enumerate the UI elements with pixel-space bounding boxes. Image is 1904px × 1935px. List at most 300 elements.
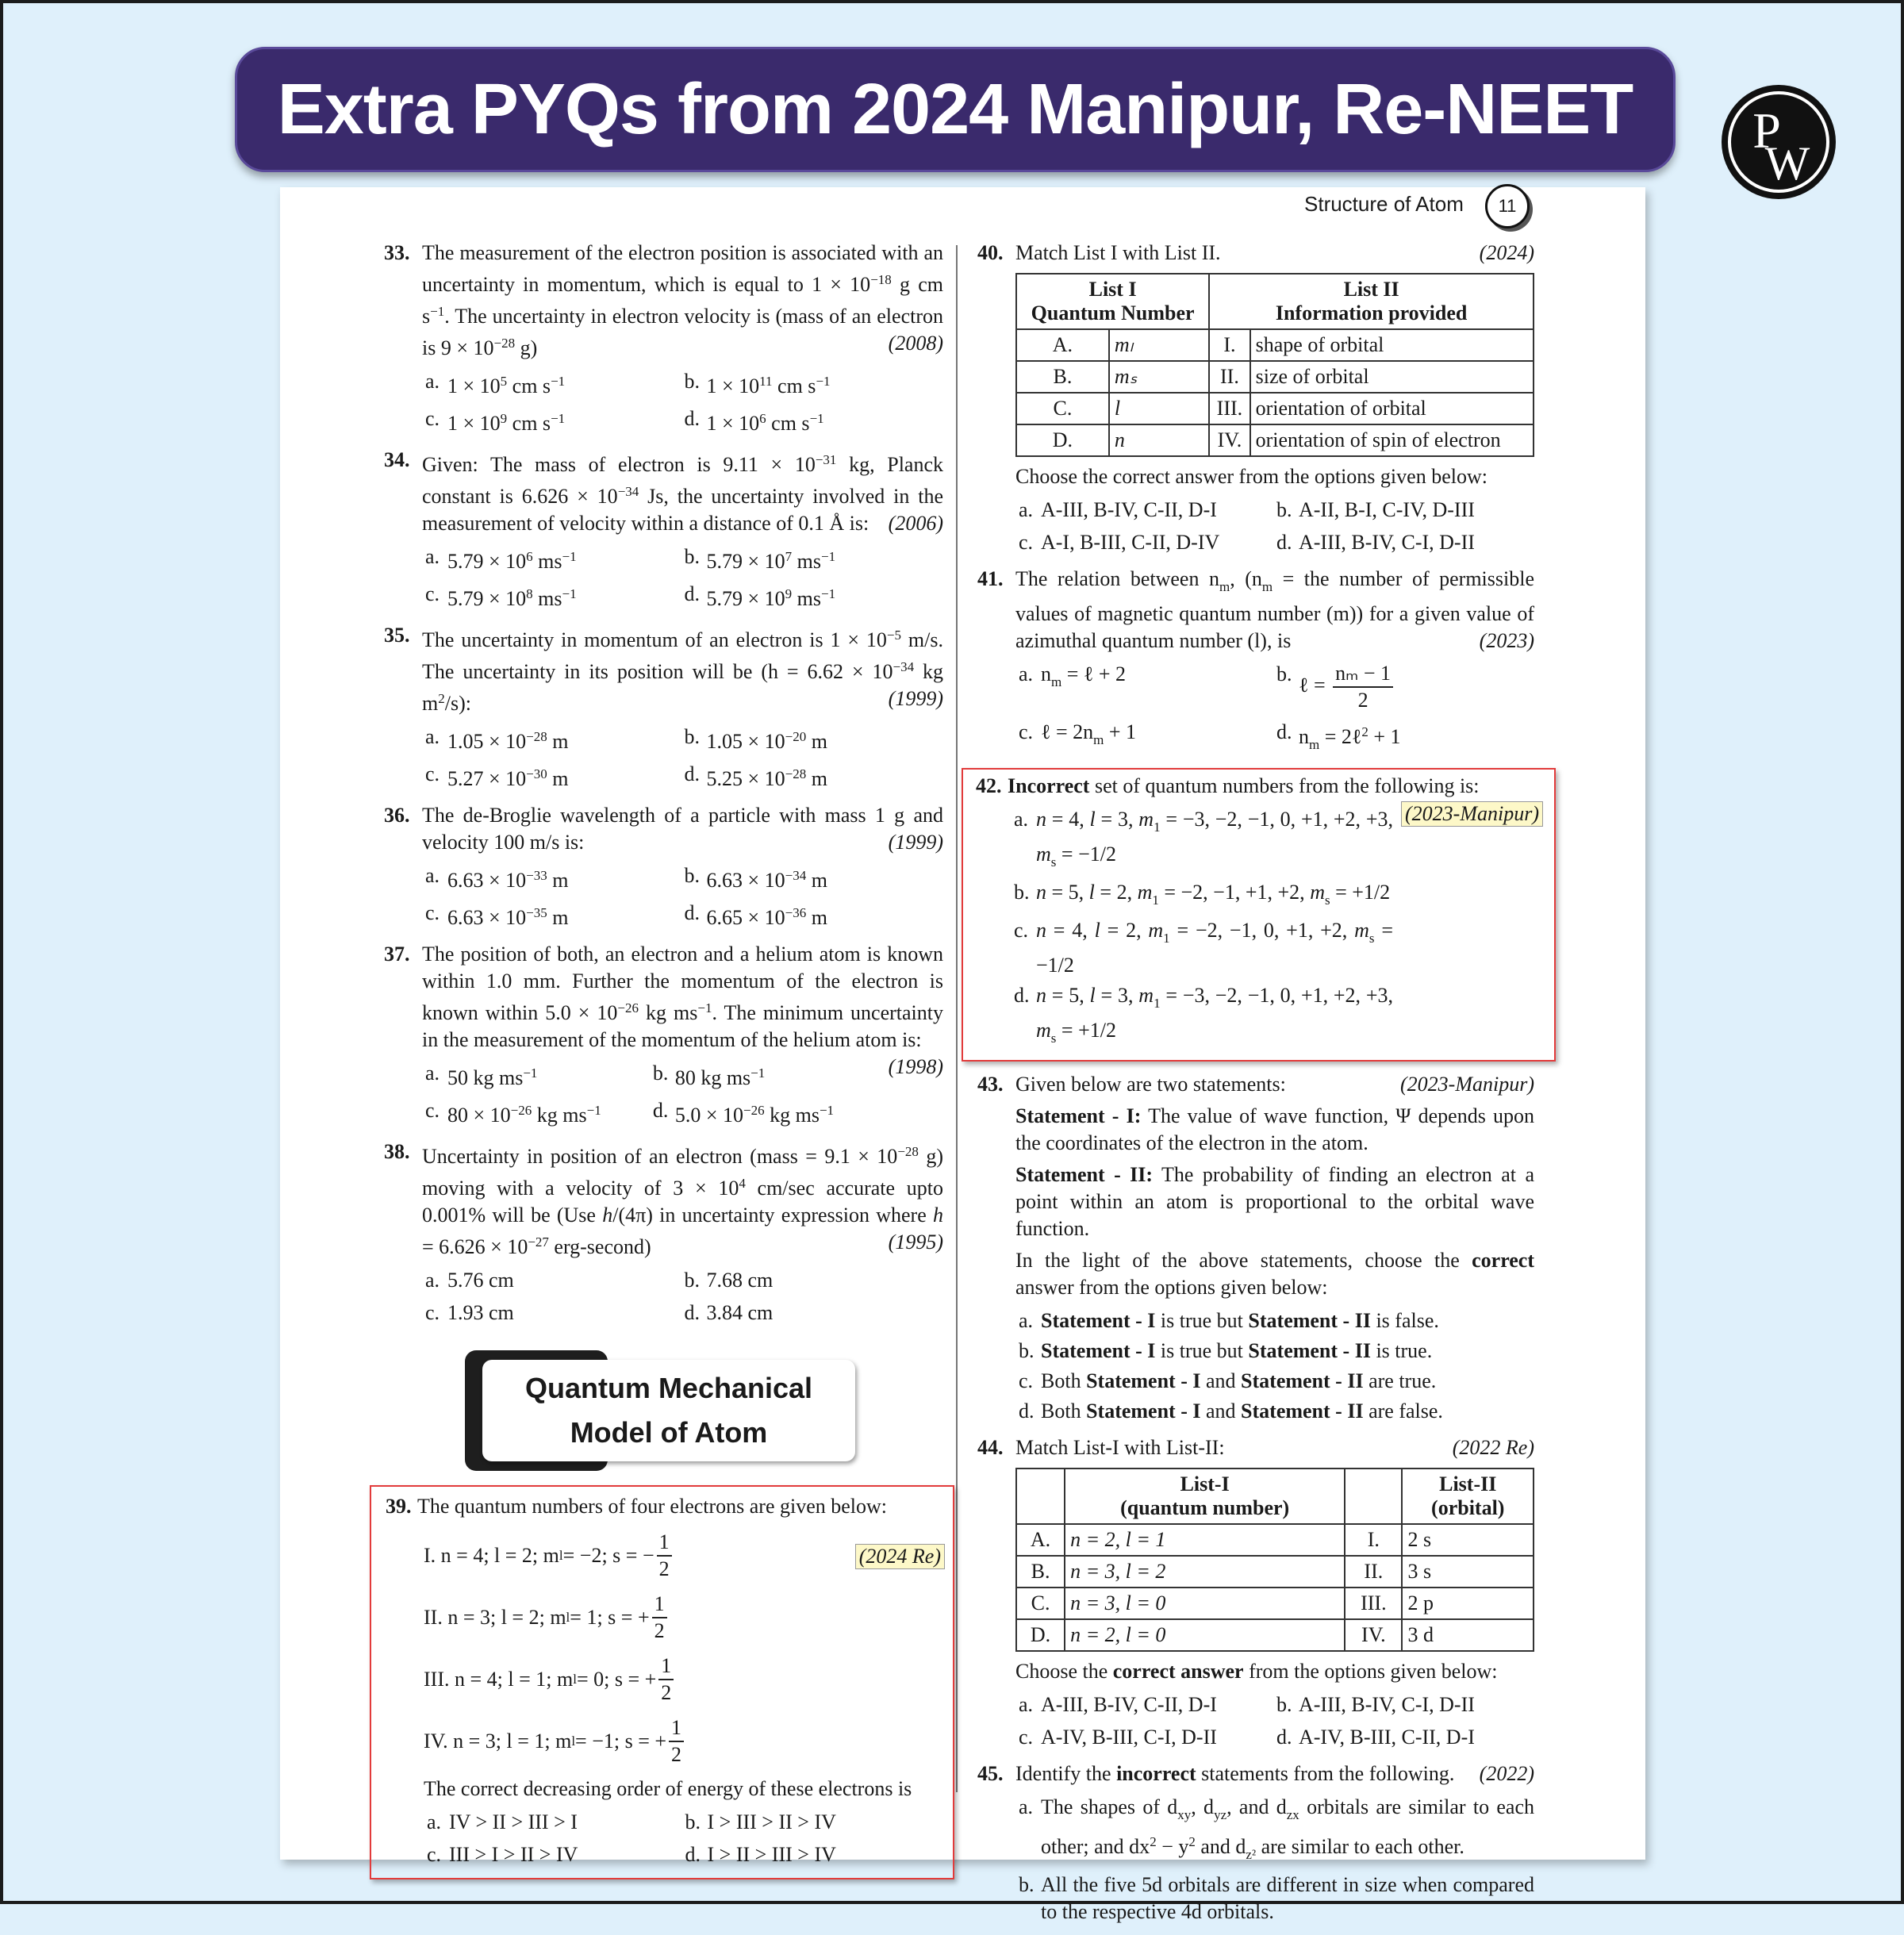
option-label: b. [685, 1810, 701, 1833]
fraction [658, 1653, 674, 1706]
option-text: A-IV, B-III, C-I, D-II [1041, 1726, 1217, 1749]
option-text [1041, 1338, 1534, 1365]
text-segment: m [1354, 919, 1369, 942]
text-segment: 50 kg ms [447, 1066, 524, 1089]
text-segment: 1 × 10 [706, 412, 760, 435]
option-label: a. [425, 545, 440, 568]
text-segment: m [806, 869, 827, 892]
text-segment: , and d [1226, 1795, 1287, 1818]
text-segment: n [1036, 919, 1046, 942]
question-stem [384, 447, 943, 537]
option-c[interactable] [427, 1841, 685, 1868]
text-segment: I. n = 4; l = 2; m [424, 1544, 559, 1567]
option-label: c. [425, 582, 440, 605]
fraction-numerator: 1 [658, 1653, 674, 1680]
question-year: (1995) [888, 1230, 943, 1254]
text-segment: l [1089, 984, 1096, 1007]
table-cell: D. [1016, 1619, 1065, 1651]
text-segment: Statement - I: [1015, 1104, 1142, 1127]
question-text [1008, 774, 1480, 797]
option-c[interactable] [425, 405, 685, 437]
fraction-denominator: 2 [1357, 689, 1368, 712]
text-segment: Statement - I [1086, 1399, 1201, 1422]
text-segment: −26 [743, 1103, 765, 1118]
text-segment: = +1/2 [1330, 881, 1391, 904]
table-cell: 2 p [1402, 1588, 1534, 1619]
page-number: 11 [1485, 184, 1530, 228]
option-b[interactable] [653, 1060, 881, 1092]
option-b[interactable] [685, 724, 944, 755]
question-43 [977, 1071, 1534, 1425]
option-label: d. [1019, 1399, 1035, 1422]
table-cell: IV. [1209, 424, 1250, 456]
text-segment: In the light of the above statements, choose the [1015, 1249, 1472, 1272]
question-stem [384, 622, 943, 717]
option-label: a. [427, 1810, 442, 1833]
option-b[interactable] [1019, 1872, 1534, 1925]
text-segment: s [1050, 1031, 1057, 1046]
option-d[interactable] [1276, 719, 1534, 758]
text-segment: m [806, 730, 827, 753]
question-44 [977, 1434, 1534, 1751]
question-instruction: Choose the correct answer from the options given below: [1015, 465, 1488, 488]
option-d[interactable] [1276, 529, 1534, 556]
text-segment: m [1309, 737, 1320, 752]
text-segment: The value of wave function, Ψ depends upon the coordinates of the electron in the atom. [1015, 1104, 1535, 1154]
option-text [1036, 806, 1393, 876]
table-header: List-II (orbital) [1402, 1469, 1534, 1524]
option-c[interactable] [425, 1300, 685, 1326]
text-segment: s [1050, 854, 1057, 870]
option-label: b. [652, 1062, 669, 1085]
match-table [1015, 1468, 1534, 1652]
text-segment: The probability of finding an electron at a point within an atom is proportional to the orbital wave function. [1015, 1163, 1534, 1240]
text-segment: 6.63 × 10 [706, 869, 785, 892]
answer-options [384, 368, 943, 437]
question-year: (2022 Re) [1452, 1436, 1534, 1459]
text-segment: m [806, 767, 827, 790]
option-d[interactable] [653, 1097, 881, 1129]
answer-options [386, 1809, 943, 1868]
option-c[interactable] [1019, 1724, 1276, 1751]
option-text [1041, 1794, 1534, 1868]
text-segment: 11 [759, 374, 773, 389]
option-a[interactable] [1019, 1794, 1534, 1868]
question-number: 40. [977, 241, 1004, 264]
option-d[interactable] [685, 581, 944, 612]
text-segment: −28 [785, 766, 807, 781]
option-label: b. [684, 545, 700, 568]
text-segment: m [547, 767, 569, 790]
text-segment: −27 [528, 1234, 549, 1250]
text-segment: cm/sec accurate upto 0.001% will be (Use [422, 1177, 943, 1227]
option-label: c. [425, 762, 440, 785]
section-heading-box [482, 1360, 855, 1461]
option-a[interactable] [1014, 806, 1393, 876]
text-segment: 5.79 × 10 [447, 550, 527, 573]
option-a[interactable] [1019, 497, 1276, 524]
table-cell: n = 3, l = 0 [1065, 1588, 1345, 1619]
text-segment: 5.27 × 10 [447, 767, 527, 790]
table-cell: orientation of orbital [1250, 393, 1534, 424]
option-a[interactable] [425, 862, 685, 894]
text-segment: kg ms [639, 1001, 698, 1024]
text-segment: −33 [526, 868, 547, 883]
table-header [1016, 1469, 1065, 1524]
text-segment: = −2; s = − [562, 1544, 654, 1567]
option-b[interactable] [1276, 497, 1534, 524]
text-segment: s [1368, 931, 1375, 946]
match-table [1015, 273, 1534, 457]
text-segment: g) moving with a velocity of 3 × 10 [422, 1145, 943, 1200]
option-text [447, 724, 685, 755]
question-number: 44. [977, 1436, 1004, 1459]
fraction [669, 1715, 684, 1768]
text-segment: = 5, [1046, 984, 1090, 1007]
option-text [675, 1060, 881, 1092]
text-segment: l [559, 1548, 563, 1563]
text-segment: = −3, −2, −1, 0, +1, +2, +3, [1160, 984, 1394, 1007]
text-segment: is true but [1155, 1339, 1249, 1362]
option-label: d. [684, 407, 700, 430]
option-a[interactable] [427, 1809, 685, 1836]
text-segment: 8 [526, 586, 533, 601]
question-year: (2024) [1479, 241, 1534, 264]
title-banner [235, 47, 1676, 172]
option-label: a. [1019, 1795, 1034, 1818]
option-text: A-III, B-IV, C-II, D-I [1041, 1693, 1217, 1716]
text-segment: ℓ = [1299, 673, 1331, 697]
question-year: (1999) [888, 687, 943, 710]
text-segment: = −1; s = + [575, 1730, 667, 1753]
option-a[interactable] [1019, 1307, 1534, 1334]
option-b[interactable] [1019, 1338, 1534, 1365]
text-segment: m [1036, 843, 1051, 866]
text-segment: m [1051, 674, 1062, 689]
text-segment: Uncertainty in position of an electron (mass = 9.1 × 10 [422, 1145, 898, 1168]
text-segment: 1 [1154, 820, 1161, 835]
answer-options [977, 1691, 1534, 1751]
text-segment: m [1138, 984, 1154, 1007]
option-text: A-III, B-IV, C-I, D-II [1299, 1693, 1475, 1716]
option-label: c. [1019, 1369, 1034, 1392]
table-cell: shape of orbital [1250, 329, 1534, 361]
text-segment: m [1310, 881, 1325, 904]
text-segment: 1.05 × 10 [706, 730, 785, 753]
table-cell: n = 2, l = 0 [1065, 1619, 1345, 1651]
question-number: 33. [384, 241, 410, 264]
question-34 [384, 447, 943, 612]
list-item [424, 1710, 943, 1772]
text-segment: 1 × 10 [447, 412, 501, 435]
text-segment: −1 [430, 304, 445, 319]
option-c[interactable] [425, 900, 685, 931]
table-cell: 3 d [1402, 1619, 1534, 1651]
text-segment: −1 [523, 1065, 538, 1081]
text-segment: 80 × 10 [447, 1104, 511, 1127]
text-segment: xy [1177, 1807, 1192, 1822]
question-number: 45. [977, 1762, 1004, 1785]
question-33 [384, 240, 943, 437]
option-d[interactable] [685, 900, 944, 931]
table-cell: A. [1016, 329, 1109, 361]
text-segment: 1.05 × 10 [447, 730, 527, 753]
text-segment: l [566, 1610, 570, 1625]
text-segment: = 2, [1100, 919, 1149, 942]
option-text [707, 761, 944, 793]
table-cell: orientation of spin of electron [1250, 424, 1534, 456]
question-year: (2023-Manipur) [1400, 1073, 1534, 1096]
option-d[interactable] [1276, 1724, 1534, 1751]
text-segment: = 4, [1046, 808, 1090, 831]
text-segment: = −2, −1, +1, +2, [1158, 881, 1311, 904]
text-segment: −28 [526, 729, 547, 744]
text-segment: −1 [551, 374, 566, 389]
text-segment: from the options given below: [1243, 1660, 1498, 1683]
option-text [447, 862, 685, 894]
question-text [422, 1145, 943, 1258]
option-c[interactable] [1019, 1368, 1534, 1395]
text-segment: Statement - I [1041, 1339, 1156, 1362]
text-segment: 1 [1154, 996, 1161, 1011]
text-segment: The measurement of the electron position is associated with an uncertainty in momentum, which is equal to 1 × 10 [422, 241, 943, 296]
option-label: a. [425, 864, 440, 887]
option-a[interactable] [425, 1060, 653, 1092]
text-segment: /(4π) in uncertainty expression where [612, 1204, 933, 1227]
text-segment: = 3, [1095, 984, 1139, 1007]
question-number: 43. [977, 1073, 1004, 1096]
option-b[interactable] [1276, 661, 1534, 713]
text-segment: 9 [500, 411, 508, 426]
fraction-denominator: 2 [654, 1619, 665, 1642]
text-segment: m [1093, 732, 1104, 747]
option-label: a. [1019, 1693, 1034, 1716]
text-segment: z² [1246, 1847, 1257, 1862]
text-segment: 5.0 × 10 [674, 1104, 743, 1127]
fraction [1333, 661, 1393, 713]
option-a[interactable] [425, 543, 685, 575]
text-segment: cm s [507, 374, 551, 397]
table-cell: n = 3, l = 2 [1065, 1556, 1345, 1588]
option-label: a. [425, 370, 440, 393]
text-segment: kg ms [764, 1104, 820, 1127]
text-segment: n [1041, 662, 1051, 685]
text-segment: 5.25 × 10 [706, 767, 785, 790]
question-year: (2023-Manipur) [1401, 801, 1543, 827]
answer-options [384, 724, 943, 793]
text-segment: The position of both, an electron and a helium atom is known within 1.0 mm. Further the momentum of the electron is known within 5.0 × 10 [422, 943, 943, 1024]
text-segment: −28 [897, 1144, 919, 1159]
text-segment: 2 [1188, 1834, 1196, 1849]
option-label: c. [1019, 531, 1034, 554]
table-cell: I. [1209, 329, 1250, 361]
text-segment: ms [532, 550, 562, 573]
option-a[interactable] [1019, 1691, 1276, 1718]
text-segment: m/s. The uncertainty in its position will be (h = 6.62 × 10 [422, 628, 943, 683]
option-text [1036, 917, 1393, 979]
option-d[interactable] [685, 405, 944, 437]
text-segment: 2 [1150, 1834, 1157, 1849]
option-d[interactable] [1019, 1398, 1534, 1425]
text-segment: = 3, [1095, 808, 1139, 831]
text-segment: is false. [1370, 1309, 1439, 1332]
option-label: c. [1019, 720, 1034, 743]
table-row [1016, 1556, 1534, 1588]
option-b[interactable] [1014, 879, 1393, 914]
question-year: (2022) [1479, 1762, 1534, 1785]
text-segment: −36 [785, 905, 807, 920]
table-cell: II. [1209, 361, 1250, 393]
table-cell: III. [1345, 1588, 1402, 1619]
question-year: (2006) [888, 512, 943, 535]
table-header: List I Quantum Number [1016, 274, 1209, 329]
option-d[interactable] [685, 761, 944, 793]
table-cell: C. [1016, 1588, 1065, 1619]
option-text [1041, 1307, 1534, 1334]
text-segment: 2 [438, 691, 445, 706]
option-label: d. [685, 1843, 701, 1866]
option-text [707, 724, 944, 755]
option-text: I > III > II > IV [707, 1810, 836, 1833]
text-segment: n [1299, 725, 1309, 748]
option-a[interactable] [1019, 661, 1276, 713]
text-segment: erg-second) [548, 1235, 651, 1258]
text-segment: Given: The mass of electron is 9.11 × 10 [422, 453, 816, 476]
question-stem [977, 240, 1534, 267]
text-segment: g cm s [422, 273, 943, 328]
option-b[interactable] [685, 1267, 944, 1294]
text-segment: II. n = 3; l = 2; m [424, 1606, 566, 1629]
option-text: 7.68 cm [706, 1269, 774, 1292]
text-segment: 6.65 × 10 [706, 906, 785, 929]
question-35 [384, 622, 943, 793]
text-segment: + 1 [1104, 720, 1137, 743]
text-segment: −1 [697, 1000, 712, 1015]
option-b[interactable] [685, 543, 944, 575]
option-text: A-IV, B-III, C-II, D-I [1299, 1726, 1475, 1749]
text-segment: are similar to each other. [1256, 1835, 1464, 1858]
answer-options [384, 862, 943, 931]
option-label: b. [684, 864, 700, 887]
table-cell: A. [1016, 1524, 1065, 1556]
option-b[interactable] [685, 1809, 944, 1836]
option-d[interactable] [1014, 982, 1393, 1052]
text-segment: 4 [739, 1176, 746, 1191]
table-header: List II Information provided [1209, 274, 1534, 329]
question-38 [384, 1138, 943, 1326]
question-stem [977, 1434, 1534, 1461]
text-segment: −34 [892, 659, 915, 674]
question-paragraph [977, 1161, 1534, 1242]
fraction [652, 1591, 667, 1644]
option-text [447, 900, 685, 931]
list-item [424, 1587, 943, 1649]
text-segment: −34 [617, 484, 639, 499]
question-text [422, 943, 943, 1051]
option-d[interactable] [685, 1300, 944, 1326]
running-head: Structure of Atom [1304, 192, 1464, 216]
text-segment: = 5, [1046, 881, 1089, 904]
option-a[interactable] [425, 1267, 685, 1294]
option-b[interactable] [685, 368, 944, 400]
text-segment: −1 [816, 374, 831, 389]
table-cell: l [1109, 393, 1209, 424]
option-label: b. [1276, 1693, 1292, 1716]
question-instruction: The correct decreasing order of energy of these electrons is [424, 1777, 912, 1800]
text-segment: = 1; s = + [570, 1606, 650, 1629]
option-label: c. [425, 1099, 440, 1122]
option-d[interactable] [685, 1841, 944, 1868]
question-41 [977, 566, 1534, 758]
option-c[interactable] [425, 761, 685, 793]
text-segment: and d [1195, 1835, 1246, 1858]
option-b[interactable] [1276, 1691, 1534, 1718]
answer-options [977, 1794, 1534, 1925]
text-segment: Js, the uncertainty involved in the measurement of velocity within a distance of 0.1 Å is: [422, 485, 943, 535]
option-c[interactable] [1014, 917, 1393, 979]
text-segment: 6 [526, 549, 533, 564]
text-segment: g) [515, 336, 538, 359]
fraction-denominator: 2 [671, 1743, 682, 1766]
table-row [1016, 393, 1534, 424]
question-36 [384, 802, 943, 931]
option-a[interactable] [425, 724, 685, 755]
text-segment: , (n [1230, 567, 1262, 590]
text-segment: yz [1214, 1807, 1227, 1822]
option-text [1041, 661, 1276, 713]
option-text [447, 368, 685, 400]
text-segment: 5.79 × 10 [706, 587, 785, 610]
text-segment: 6 [759, 411, 766, 426]
text-segment: m [547, 906, 569, 929]
text-segment: The shapes of d [1041, 1795, 1178, 1818]
option-text [447, 761, 685, 793]
text-segment: Statement - II [1248, 1309, 1371, 1332]
option-label: a. [425, 1269, 440, 1292]
option-label: a. [1014, 808, 1029, 831]
table-header-row [1016, 274, 1534, 329]
section-title-line-2: Model of Atom [570, 1416, 768, 1449]
option-c[interactable] [425, 581, 685, 612]
table-cell: 2 s [1402, 1524, 1534, 1556]
text-segment: −35 [526, 905, 547, 920]
question-text [422, 241, 943, 359]
option-text [447, 1097, 653, 1129]
question-text: The de-Broglie wavelength of a particle with mass 1 g and velocity 100 m/s is: [422, 804, 943, 854]
option-c[interactable] [1019, 719, 1276, 758]
option-text [447, 581, 685, 612]
question-text: Match List I with List II. [1015, 241, 1221, 264]
option-label: d. [1276, 1726, 1292, 1749]
text-segment: −1 [750, 1065, 766, 1081]
question-number: 42. [976, 774, 1002, 797]
svg-text:W: W [1764, 137, 1810, 190]
option-c[interactable] [425, 1097, 653, 1129]
option-label: b. [1276, 662, 1292, 685]
option-b[interactable] [685, 862, 944, 894]
text-segment: ms [792, 587, 822, 610]
question-text: Given below are two statements: [1015, 1073, 1286, 1096]
text-segment: = −2, −1, 0, +1, +2, [1169, 919, 1355, 942]
fraction-numerator: 1 [652, 1591, 667, 1618]
option-a[interactable] [425, 368, 685, 400]
text-segment: m [1036, 1019, 1051, 1042]
option-c[interactable] [1019, 529, 1276, 556]
option-text: A-III, B-IV, C-I, D-II [1299, 531, 1475, 554]
text-segment: Incorrect [1008, 774, 1090, 797]
pw-logo-icon [1719, 83, 1838, 202]
answer-options [384, 1060, 881, 1129]
